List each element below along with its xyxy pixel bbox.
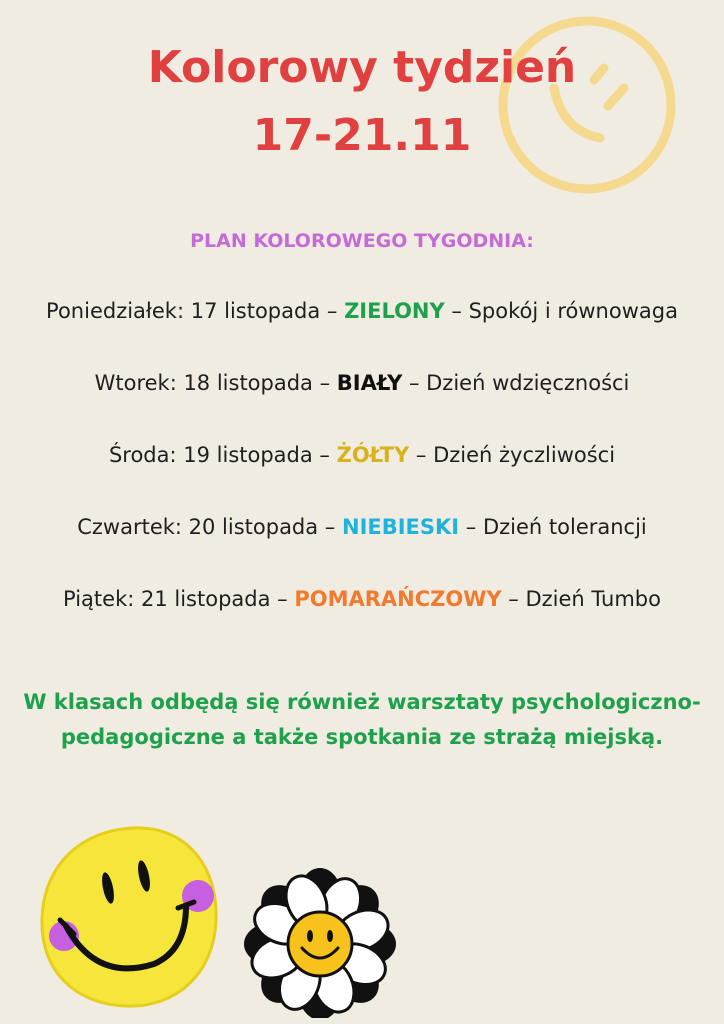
day-wednesday [0, 443, 724, 467]
workshops-note: W klasach odbędą się również warsztaty psychologiczno- pedagogiczne a także spotkania ze strażą miejską. [23, 690, 701, 749]
day-color-name: POMARAŃCZOWY [294, 587, 502, 611]
day-label: Środa: 19 listopada – [108, 443, 337, 467]
day-theme: – Dzień wdzięczności [402, 371, 630, 395]
day-label: Poniedziałek: 17 listopada – [46, 299, 345, 323]
day-color-name: BIAŁY [336, 371, 403, 395]
title-line-2: 17-21.11 [252, 110, 472, 161]
day-thursday [0, 515, 724, 539]
plan-heading: PLAN KOLOROWEGO TYGODNIA: [190, 230, 534, 252]
day-color-name: ZIELONY [344, 299, 445, 323]
smiley-face-icon [36, 822, 222, 1012]
day-color-name: ŻÓŁTY [336, 443, 410, 467]
daisy-flower-icon [232, 868, 400, 1018]
day-friday [0, 587, 724, 611]
day-theme: – Dzień życzliwości [409, 443, 616, 467]
day-label: Piątek: 21 listopada – [63, 587, 295, 611]
faded-smiley-icon [492, 10, 682, 200]
day-theme: – Spokój i równowaga [444, 299, 678, 323]
day-theme: – Dzień Tumbo [501, 587, 661, 611]
day-tuesday [0, 371, 724, 395]
day-theme: – Dzień tolerancji [459, 515, 647, 539]
day-label: Wtorek: 18 listopada – [94, 371, 337, 395]
day-color-name: NIEBIESKI [342, 515, 460, 539]
day-label: Czwartek: 20 listopada – [77, 515, 342, 539]
day-monday [0, 299, 724, 323]
title-line-1: Kolorowy tydzień [147, 42, 577, 93]
